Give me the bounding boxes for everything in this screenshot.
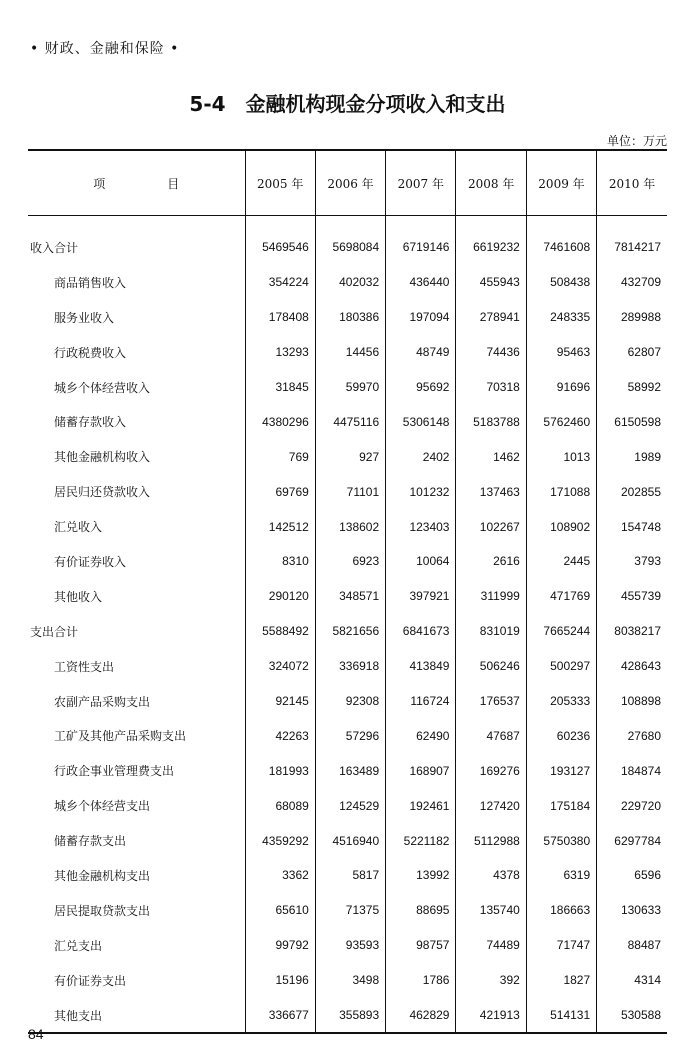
- value-cell: 99792: [245, 928, 315, 963]
- table-row: [28, 718, 667, 753]
- value-cell: 93593: [315, 928, 385, 963]
- value-cell: 336918: [315, 649, 385, 684]
- table-row: [28, 893, 667, 928]
- value-cell: 74489: [456, 928, 526, 963]
- data-table: [28, 149, 667, 1034]
- table-row: [28, 998, 667, 1034]
- value-cell: 354224: [245, 265, 315, 300]
- value-cell: 6619232: [456, 216, 526, 265]
- table-row: [28, 823, 667, 858]
- value-cell: 65610: [245, 893, 315, 928]
- row-label: 其他金融机构支出: [54, 868, 151, 883]
- value-cell: 1013: [526, 439, 596, 474]
- value-cell: 47687: [456, 718, 526, 753]
- value-cell: 169276: [456, 753, 526, 788]
- value-cell: 88695: [386, 893, 456, 928]
- table-row: [28, 265, 667, 300]
- value-cell: 831019: [456, 614, 526, 649]
- row-label: 支出合计: [30, 624, 79, 639]
- value-cell: 92308: [315, 684, 385, 719]
- table-row: [28, 300, 667, 335]
- value-cell: 7665244: [526, 614, 596, 649]
- value-cell: 74436: [456, 335, 526, 370]
- value-cell: 71747: [526, 928, 596, 963]
- value-cell: 402032: [315, 265, 385, 300]
- year-header: 2006 年: [315, 150, 385, 216]
- value-cell: 130633: [597, 893, 667, 928]
- row-label: 收入合计: [30, 240, 79, 255]
- value-cell: 178408: [245, 300, 315, 335]
- value-cell: 4378: [456, 858, 526, 893]
- value-cell: 1989: [597, 439, 667, 474]
- item-column-header: [28, 150, 245, 216]
- table-row: [28, 404, 667, 439]
- value-cell: 336677: [245, 998, 315, 1034]
- value-cell: 392: [456, 963, 526, 998]
- value-cell: 15196: [245, 963, 315, 998]
- value-cell: 7461608: [526, 216, 596, 265]
- value-cell: 2616: [456, 544, 526, 579]
- value-cell: 1786: [386, 963, 456, 998]
- value-cell: 138602: [315, 509, 385, 544]
- value-cell: 58992: [597, 370, 667, 405]
- year-header: 2008 年: [456, 150, 526, 216]
- item-header-left: 项: [93, 176, 106, 191]
- value-cell: 5183788: [456, 404, 526, 439]
- value-cell: 202855: [597, 474, 667, 509]
- value-cell: 3362: [245, 858, 315, 893]
- value-cell: 116724: [386, 684, 456, 719]
- value-cell: 175184: [526, 788, 596, 823]
- value-cell: 455739: [597, 579, 667, 614]
- value-cell: 428643: [597, 649, 667, 684]
- value-cell: 88487: [597, 928, 667, 963]
- value-cell: 42263: [245, 718, 315, 753]
- value-cell: 6319: [526, 858, 596, 893]
- value-cell: 91696: [526, 370, 596, 405]
- value-cell: 4380296: [245, 404, 315, 439]
- value-cell: 59970: [315, 370, 385, 405]
- year-header: 2007 年: [386, 150, 456, 216]
- value-cell: 13992: [386, 858, 456, 893]
- value-cell: 62490: [386, 718, 456, 753]
- value-cell: 108902: [526, 509, 596, 544]
- row-label: 有价证券支出: [54, 973, 127, 988]
- value-cell: 95692: [386, 370, 456, 405]
- row-label: 城乡个体经营支出: [54, 799, 151, 814]
- value-cell: 5306148: [386, 404, 456, 439]
- value-cell: 1462: [456, 439, 526, 474]
- year-header: 2005 年: [245, 150, 315, 216]
- value-cell: 2445: [526, 544, 596, 579]
- table-title-text: 金融机构现金分项收入和支出: [245, 92, 506, 116]
- value-cell: 5221182: [386, 823, 456, 858]
- value-cell: 3498: [315, 963, 385, 998]
- table-row: [28, 788, 667, 823]
- value-cell: 71375: [315, 893, 385, 928]
- unit-label: 单位：万元: [606, 134, 667, 148]
- row-label: 其他金融机构收入: [54, 450, 151, 465]
- value-cell: 421913: [456, 998, 526, 1034]
- value-cell: 4359292: [245, 823, 315, 858]
- value-cell: 14456: [315, 335, 385, 370]
- value-cell: 500297: [526, 649, 596, 684]
- value-cell: 31845: [245, 370, 315, 405]
- row-label: 城乡个体经营收入: [54, 380, 151, 395]
- row-label: 有价证券收入: [54, 554, 127, 569]
- row-label: 居民提取贷款支出: [54, 903, 151, 918]
- table-row: [28, 753, 667, 788]
- value-cell: 102267: [456, 509, 526, 544]
- value-cell: 289988: [597, 300, 667, 335]
- table-row: [28, 928, 667, 963]
- value-cell: 6596: [597, 858, 667, 893]
- value-cell: 248335: [526, 300, 596, 335]
- page-number: 84: [28, 1026, 44, 1042]
- value-cell: 1827: [526, 963, 596, 998]
- value-cell: 95463: [526, 335, 596, 370]
- value-cell: 108898: [597, 684, 667, 719]
- value-cell: 168907: [386, 753, 456, 788]
- value-cell: 124529: [315, 788, 385, 823]
- table-title: [0, 88, 695, 117]
- value-cell: 4314: [597, 963, 667, 998]
- value-cell: 290120: [245, 579, 315, 614]
- row-label: 工矿及其他产品采购支出: [54, 729, 187, 744]
- value-cell: 506246: [456, 649, 526, 684]
- year-header: 2010 年: [597, 150, 667, 216]
- table-row: [28, 544, 667, 579]
- value-cell: 6841673: [386, 614, 456, 649]
- value-cell: 48749: [386, 335, 456, 370]
- row-label: 服务业收入: [54, 310, 115, 325]
- table-row: [28, 684, 667, 719]
- value-cell: 197094: [386, 300, 456, 335]
- value-cell: 4516940: [315, 823, 385, 858]
- value-cell: 92145: [245, 684, 315, 719]
- value-cell: 60236: [526, 718, 596, 753]
- row-label: 行政企事业管理费支出: [54, 764, 175, 779]
- value-cell: 2402: [386, 439, 456, 474]
- table-row: [28, 216, 667, 265]
- value-cell: 13293: [245, 335, 315, 370]
- table-row: [28, 614, 667, 649]
- value-cell: 5698084: [315, 216, 385, 265]
- value-cell: 462829: [386, 998, 456, 1034]
- row-label: 农副产品采购支出: [54, 694, 151, 709]
- value-cell: 5821656: [315, 614, 385, 649]
- table-row: [28, 649, 667, 684]
- value-cell: 471769: [526, 579, 596, 614]
- value-cell: 6297784: [597, 823, 667, 858]
- value-cell: 27680: [597, 718, 667, 753]
- value-cell: 6923: [315, 544, 385, 579]
- value-cell: 5750380: [526, 823, 596, 858]
- value-cell: 355893: [315, 998, 385, 1034]
- value-cell: 69769: [245, 474, 315, 509]
- value-cell: 436440: [386, 265, 456, 300]
- value-cell: 432709: [597, 265, 667, 300]
- header-row: [28, 150, 667, 216]
- value-cell: 123403: [386, 509, 456, 544]
- value-cell: 7814217: [597, 216, 667, 265]
- running-header: • 财政、金融和保险 •: [30, 41, 180, 57]
- value-cell: 5588492: [245, 614, 315, 649]
- value-cell: 101232: [386, 474, 456, 509]
- value-cell: 278941: [456, 300, 526, 335]
- value-cell: 171088: [526, 474, 596, 509]
- row-label: 汇兑支出: [54, 938, 103, 953]
- table-row: [28, 579, 667, 614]
- value-cell: 62807: [597, 335, 667, 370]
- value-cell: 163489: [315, 753, 385, 788]
- value-cell: 229720: [597, 788, 667, 823]
- row-label: 居民归还贷款收入: [54, 485, 151, 500]
- value-cell: 70318: [456, 370, 526, 405]
- value-cell: 413849: [386, 649, 456, 684]
- row-label: 行政税费收入: [54, 345, 127, 360]
- row-label: 汇兑收入: [54, 520, 103, 535]
- value-cell: 769: [245, 439, 315, 474]
- value-cell: 127420: [456, 788, 526, 823]
- table-number: 5-4: [189, 92, 226, 116]
- value-cell: 98757: [386, 928, 456, 963]
- value-cell: 205333: [526, 684, 596, 719]
- value-cell: 68089: [245, 788, 315, 823]
- value-cell: 71101: [315, 474, 385, 509]
- value-cell: 5112988: [456, 823, 526, 858]
- table-row: [28, 439, 667, 474]
- row-label: 其他支出: [54, 1008, 103, 1023]
- value-cell: 5817: [315, 858, 385, 893]
- value-cell: 181993: [245, 753, 315, 788]
- value-cell: 154748: [597, 509, 667, 544]
- value-cell: 324072: [245, 649, 315, 684]
- value-cell: 135740: [456, 893, 526, 928]
- value-cell: 927: [315, 439, 385, 474]
- row-label: 其他收入: [54, 589, 103, 604]
- value-cell: 193127: [526, 753, 596, 788]
- value-cell: 311999: [456, 579, 526, 614]
- year-header: 2009 年: [526, 150, 596, 216]
- row-label: 储蓄存款支出: [54, 834, 127, 849]
- table-row: [28, 474, 667, 509]
- table-row: [28, 858, 667, 893]
- value-cell: 508438: [526, 265, 596, 300]
- value-cell: 397921: [386, 579, 456, 614]
- table-row: [28, 335, 667, 370]
- value-cell: 348571: [315, 579, 385, 614]
- row-label: 商品销售收入: [54, 275, 127, 290]
- value-cell: 4475116: [315, 404, 385, 439]
- table-row: [28, 963, 667, 998]
- value-cell: 5469546: [245, 216, 315, 265]
- table-row: [28, 509, 667, 544]
- value-cell: 514131: [526, 998, 596, 1034]
- value-cell: 180386: [315, 300, 385, 335]
- value-cell: 5762460: [526, 404, 596, 439]
- row-label: 工资性支出: [54, 659, 115, 674]
- value-cell: 3793: [597, 544, 667, 579]
- value-cell: 8310: [245, 544, 315, 579]
- value-cell: 6150598: [597, 404, 667, 439]
- value-cell: 192461: [386, 788, 456, 823]
- value-cell: 57296: [315, 718, 385, 753]
- value-cell: 186663: [526, 893, 596, 928]
- table-row: [28, 370, 667, 405]
- value-cell: 176537: [456, 684, 526, 719]
- value-cell: 137463: [456, 474, 526, 509]
- value-cell: 142512: [245, 509, 315, 544]
- item-header-right: 目: [167, 176, 180, 191]
- value-cell: 8038217: [597, 614, 667, 649]
- row-label: 储蓄存款收入: [54, 415, 127, 430]
- value-cell: 184874: [597, 753, 667, 788]
- value-cell: 530588: [597, 998, 667, 1034]
- value-cell: 455943: [456, 265, 526, 300]
- value-cell: 6719146: [386, 216, 456, 265]
- value-cell: 10064: [386, 544, 456, 579]
